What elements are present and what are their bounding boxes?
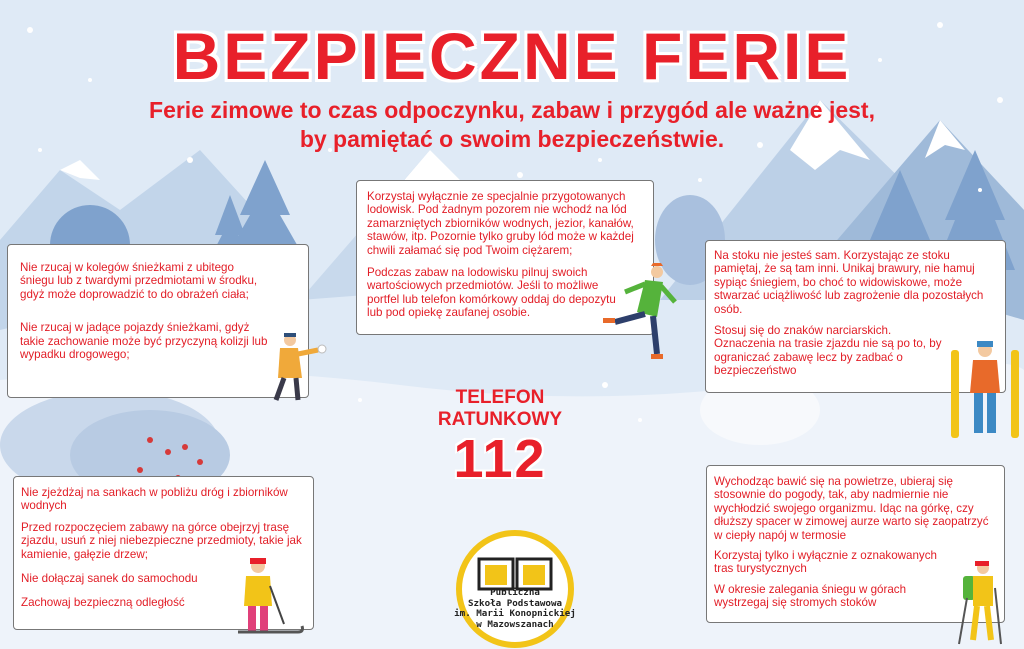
school-name <box>438 588 592 630</box>
tip-text: Wychodząc bawić się na powietrze, ubieraj się stosownie do pogody, tak, aby nadmiernie nie wychłodzić swojego organizmu. Idąc na górkę, czy dłuższy spacer w zimowej aurze warto się zaopatrzyć w ciepły napój w termosie <box>714 475 989 542</box>
tip-text: Stosuj się do znaków narciarskich. Oznaczenia na trasie zjazdu nie są po to, by ograniczać zabawę lecz by zadbać o bezpieczeństwo <box>714 324 942 378</box>
tip-text: Przed rozpoczęciem zabawy na górce obejrzyj trasę zjazdu, usuń z niej niebezpieczne przedmioty, takie jak kamienie, gałęzie drzew; <box>21 520 302 561</box>
tip-text: Na stoku nie jesteś sam. Korzystając ze stoku pamiętaj, że są tam inni. Unikaj brawury, nie hamuj sypiąc śniegiem, bo choć to widowiskowe, może stwarzać uciążliwość lub zagrożenie dla pozostałych osób. <box>714 249 984 316</box>
hiker-illustration <box>955 558 1005 646</box>
school-name-line-3: im. Marii Konopnickiej <box>454 608 576 620</box>
tip-text: Korzystaj tylko i wyłącznie z oznakowanych tras turystycznych <box>714 549 937 576</box>
tip-text: Nie dołączaj sanek do samochodu <box>21 572 198 586</box>
snowball-thrower-illustration <box>250 330 330 405</box>
tip-text: W okresie zalegania śniegu w górach wystrzegaj się stromych stoków <box>714 582 907 610</box>
phone-label-line-2: RATUNKOWY <box>437 409 563 430</box>
school-name-line-2: Szkoła Podstawowa <box>467 597 563 609</box>
emergency-phone <box>430 387 570 487</box>
phone-label-line-1: TELEFON <box>455 387 545 408</box>
tip-text: Nie rzucaj w kolegów śnieżkami z ubitego śniegu lub z twardymi przedmiotami w środku, gdyż może doprowadzić to do obrażeń ciała; <box>20 261 258 301</box>
phone-number: 112 <box>453 429 547 489</box>
school-name-line-4: w Mazowszanach <box>476 618 554 630</box>
page-title: BEZPIECZNE FERIE <box>172 19 852 93</box>
subtitle-line-2: by pamiętać o swoim bezpieczeństwie. <box>299 126 725 152</box>
subtitle-line-1: Ferie zimowe to czas odpoczynku, zabaw i przygód ale ważne jest, <box>149 97 875 123</box>
sledding-child-illustration <box>228 556 306 638</box>
tip-text: Korzystaj wyłącznie ze specjalnie przygotowanych lodowisk. Pod żadnym pozorem nie wchodź na lód zamarzniętych zbiorników wodnych, jezior, kanałów, stawów, itp. Pozornie tylko gruby lód może w każdej chwili załamać się pod Twoim ciężarem; <box>367 190 634 257</box>
tip-text: Nie zjeżdżaj na sankach w pobliżu dróg i zbiorników wodnych <box>21 486 288 513</box>
page-subtitle <box>0 96 1024 154</box>
skier-illustration <box>945 338 1023 440</box>
tip-text: Podczas zabaw na lodowisku pilnuj swoich wartościowych przedmiotów. Jeśli to możliwe portfel lub telefon komórkowy oddaj do depozytu lub pod opiekę zaufanej osobie. <box>367 266 616 320</box>
tip-text: Zachowaj bezpieczną odległość <box>21 596 185 610</box>
ice-skater-illustration <box>595 262 685 367</box>
tip-text: Nie rzucaj w jadące pojazdy śnieżkami, gdyż takie zachowanie może być przyczyną kolizji lub wypadku drogowego; <box>20 321 268 362</box>
school-name-line-1: Publiczna <box>490 587 540 598</box>
